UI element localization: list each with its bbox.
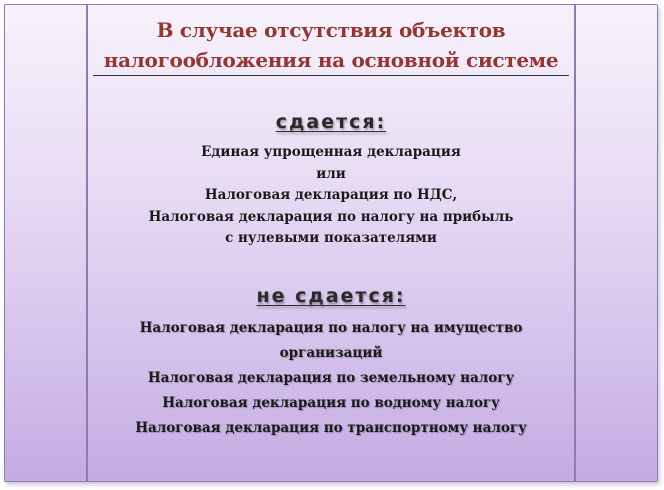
submitted-list (88, 142, 574, 250)
not-submitted-item: Налоговая декларация по налогу на имущество (139, 320, 523, 336)
not-submitted-item: Налоговая декларация по земельному налогу (147, 370, 515, 386)
submitted-item: Налоговая декларация по налогу на прибыль (148, 208, 514, 225)
submitted-item: Единая упрощенная декларация (201, 144, 461, 160)
title-line-1: В случае отсутствия объектов (156, 18, 506, 42)
not-submitted-list (88, 316, 574, 441)
main-column (88, 5, 574, 481)
slide-table (4, 4, 658, 482)
submitted-item: Налоговая декларация по НДС, (204, 187, 458, 203)
left-column (5, 5, 88, 481)
not-submitted-item: Налоговая декларация по водному налогу (162, 395, 500, 411)
title-line-2: налогообложения на основной системе (103, 48, 559, 72)
submitted-heading: сдается: (275, 111, 387, 133)
submitted-item: с нулевыми показателями (225, 230, 437, 246)
not-submitted-item: организаций (279, 345, 383, 361)
not-submitted-item: Налоговая декларация по транспортному налогу (135, 420, 527, 436)
submitted-item: или (316, 165, 346, 182)
right-column (574, 5, 657, 481)
not-submitted-heading: не сдается: (256, 285, 406, 307)
title-divider (93, 75, 569, 76)
slide-title (88, 15, 574, 75)
